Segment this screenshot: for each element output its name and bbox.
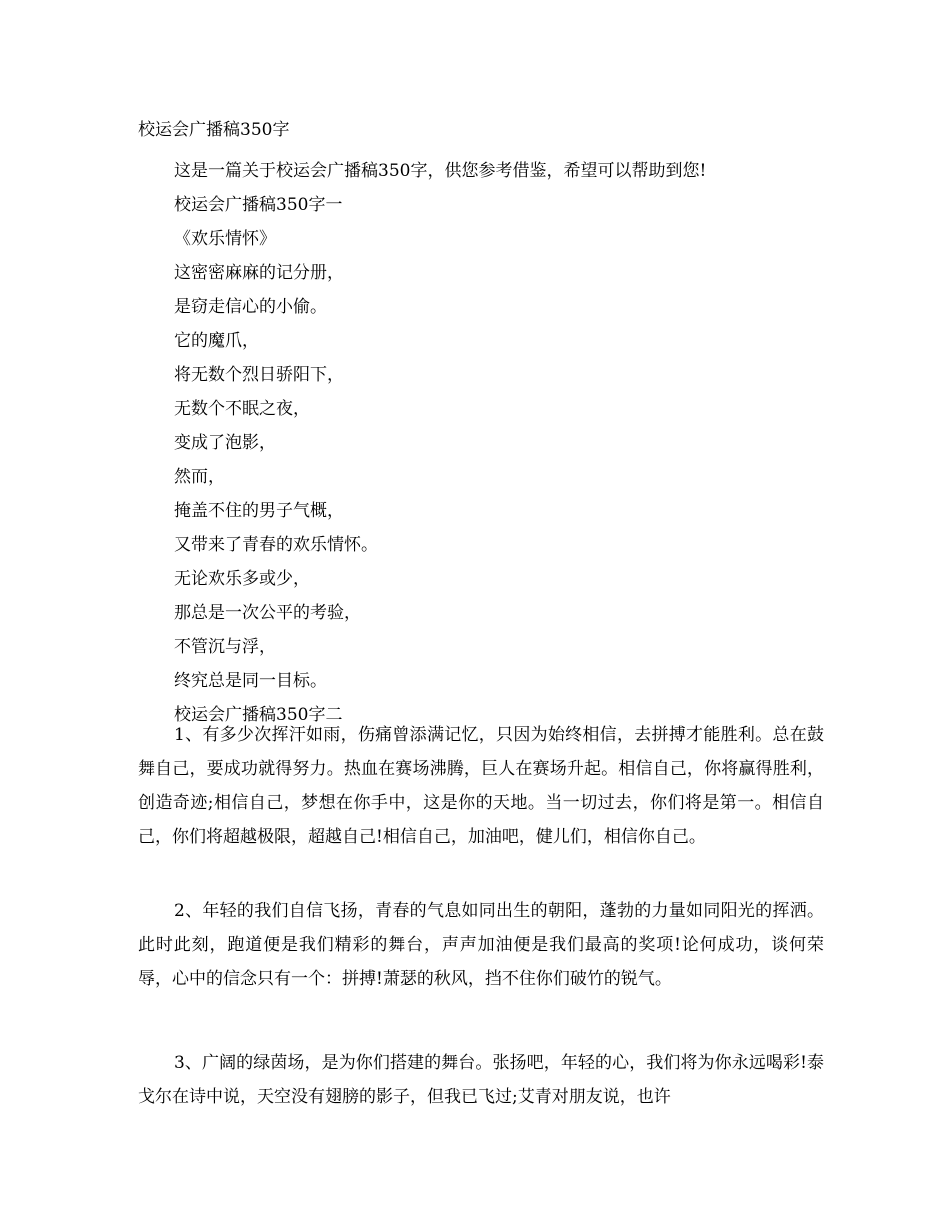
poem-line: 它的魔爪， bbox=[174, 331, 259, 351]
document-lines bbox=[174, 154, 834, 732]
poem-line: 掩盖不住的男子气概， bbox=[174, 501, 344, 521]
poem-line: 那总是一次公平的考验， bbox=[174, 603, 361, 623]
poem-line: 将无数个烈日骄阳下， bbox=[174, 365, 344, 385]
poem-line: 又带来了青春的欢乐情怀。 bbox=[174, 535, 378, 555]
poem-line: 然而， bbox=[174, 467, 225, 487]
poem-line: 无论欢乐多或少， bbox=[174, 569, 310, 589]
body-paragraph-3: 3、广阔的绿茵场，是为你们搭建的舞台。张扬吧，年轻的心，我们将为你永远喝彩!泰戈尔在诗中说，天空没有翅膀的影子，但我已飞过;艾青对朋友说，也许 bbox=[138, 1053, 824, 1107]
poem-line: 变成了泡影， bbox=[174, 433, 276, 453]
section-heading-2: 校运会广播稿350字二 bbox=[174, 705, 343, 725]
document-title: 校运会广播稿350字 bbox=[138, 120, 290, 140]
poem-line: 这密密麻麻的记分册， bbox=[174, 263, 344, 283]
poem-line: 是窃走信心的小偷。 bbox=[174, 297, 327, 317]
poem-line: 不管沉与浮， bbox=[174, 637, 276, 657]
poem-line: 无数个不眠之夜， bbox=[174, 399, 310, 419]
body-paragraph-1: 1、有多少次挥汗如雨，伤痛曾添满记忆，只因为始终相信，去拼搏才能胜利。总在鼓舞自己，要成功就得努力。热血在赛场沸腾，巨人在赛场升起。相信自己，你将赢得胜利，创造奇迹;相信自己，梦想在你手中，这是你的天地。当一切过去，你们将是第一。相信自己，你们将超越极限，超越自己!相信自己，加油吧，健儿们，相信你自己。 bbox=[138, 725, 824, 847]
body-paragraph-2: 2、年轻的我们自信飞扬，青春的气息如同出生的朝阳，蓬勃的力量如同阳光的挥洒。此时此刻，跑道便是我们精彩的舞台，声声加油便是我们最高的奖项!论何成功，谈何荣辱，心中的信念只有一个：拼搏!萧瑟的秋风，挡不住你们破竹的锐气。 bbox=[138, 901, 824, 989]
poem-title: 《欢乐情怀》 bbox=[174, 229, 276, 249]
poem-line: 终究总是同一目标。 bbox=[174, 671, 327, 691]
intro-text: 这是一篇关于校运会广播稿350字，供您参考借鉴，希望可以帮助到您! bbox=[174, 161, 707, 181]
section-heading-1: 校运会广播稿350字一 bbox=[174, 195, 343, 215]
